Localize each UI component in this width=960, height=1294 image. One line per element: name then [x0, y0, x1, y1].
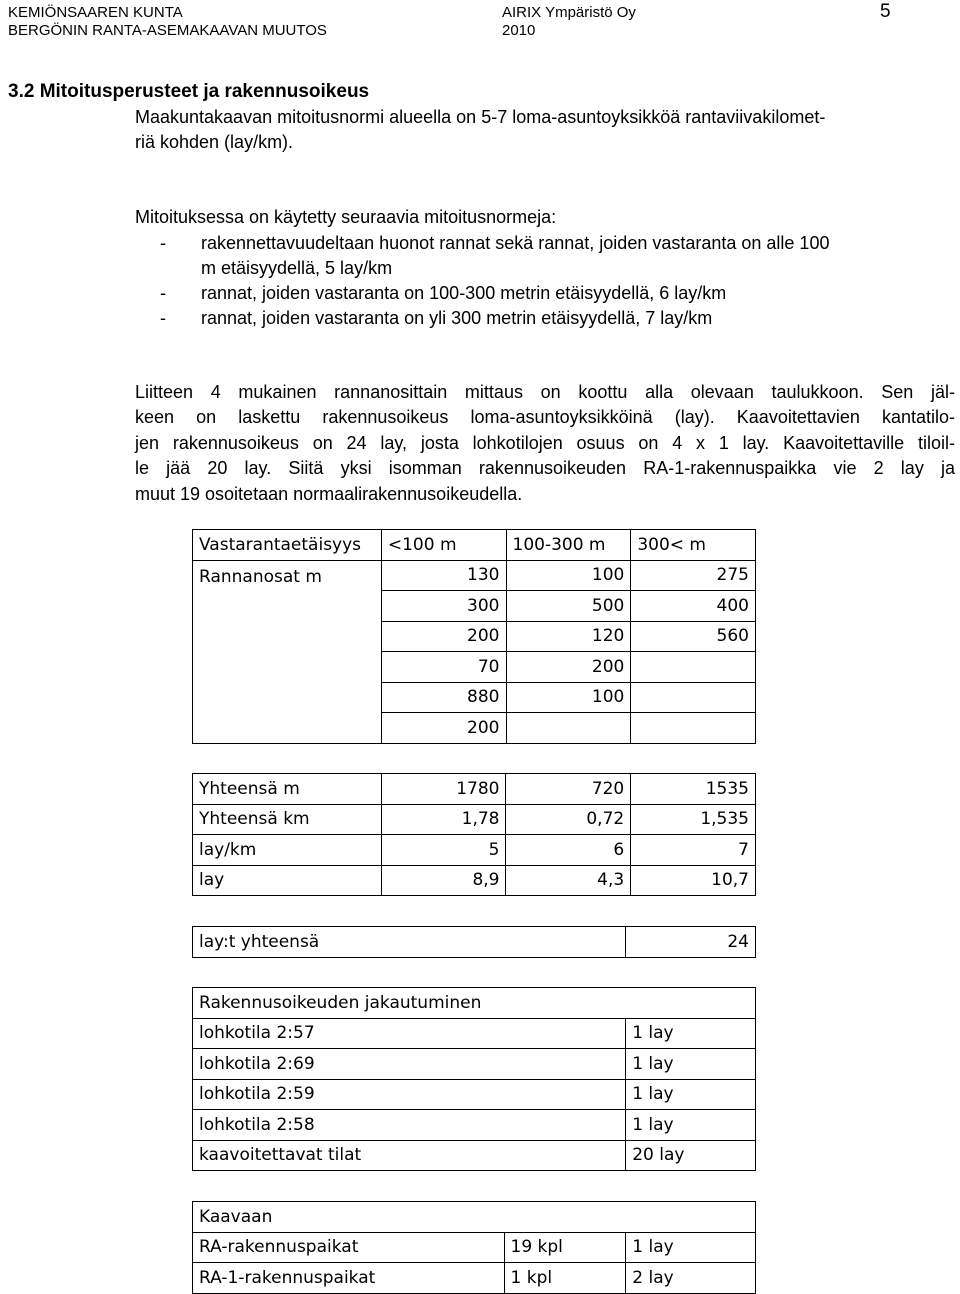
section-title: 3.2 Mitoitusperusteet ja rakennusoikeus: [8, 81, 370, 102]
table-cell: 560: [631, 621, 756, 652]
table-cell: 1 lay: [626, 1110, 756, 1141]
row-label: lay: [193, 865, 382, 896]
paragraph-line: Liitteen 4 mukainen rannanosittain mittaus on koottu alla olevaan taulukkoon. Sen jäl-: [135, 382, 955, 402]
table-row: [193, 1263, 756, 1294]
table-cell: 300: [381, 591, 506, 622]
table-row: [193, 560, 756, 591]
norm-item-2: rannat, joiden vastaranta on 100-300 metrin etäisyydellä, 6 lay/km: [201, 283, 727, 303]
table-cell: 20 lay: [626, 1140, 756, 1171]
norm-item-1-line-2: m etäisyydellä, 5 lay/km: [201, 258, 393, 278]
paragraph-line: muut 19 osoitetaan normaalirakennusoikeudella.: [135, 483, 523, 504]
table-cell: 500: [506, 591, 631, 622]
table-cell: 7: [631, 835, 756, 866]
row-label: Rannanosat m: [193, 560, 382, 743]
paragraph-line: le jää 20 lay. Siitä yksi isomman rakennusoikeuden RA-1-rakennuspaikka vie 2 lay ja: [135, 458, 955, 479]
table-cell: 130: [381, 560, 506, 591]
table-header-cell: 100-300 m: [506, 530, 631, 561]
table-cell: 1,535: [631, 804, 756, 835]
table-row: [193, 1079, 756, 1110]
table-cell: 70: [381, 652, 506, 683]
paragraph-line: jen rakennusoikeus on 24 lay, josta lohkotilojen osuus on 4 x 1 lay. Kaavoitettaville tiloil-: [135, 432, 955, 453]
header-year: 2010: [502, 22, 536, 39]
header-company: AIRIX Ympäristö Oy: [502, 4, 636, 21]
row-label: lay/km: [193, 835, 382, 866]
row-label: kaavoitettavat tilat: [193, 1140, 626, 1171]
table-row: [193, 1049, 756, 1080]
row-label: lohkotila 2:69: [193, 1049, 626, 1080]
table-row: [193, 774, 756, 805]
row-label: RA-rakennuspaikat: [193, 1232, 505, 1263]
norm-dash-1: -: [160, 233, 166, 253]
explanation-paragraph: [135, 380, 955, 507]
paragraph-line: keen on laskettu rakennusoikeus loma-asuntoyksikköinä (lay). Kaavoitettavien kantatilo-: [135, 407, 955, 428]
table-cell: 400: [631, 591, 756, 622]
table-header-cell: <100 m: [381, 530, 506, 561]
table-row: [193, 804, 756, 835]
table-row: [193, 1232, 756, 1263]
table-cell: 275: [631, 560, 756, 591]
table-row: [193, 835, 756, 866]
table-cell: 6: [506, 835, 631, 866]
totals-table: [192, 773, 756, 896]
table-cell: [631, 652, 756, 683]
table-title: Rakennusoikeuden jakautuminen: [193, 988, 756, 1019]
norm-dash-3: -: [160, 308, 166, 328]
table-cell: 0,72: [506, 804, 631, 835]
distribution-table: [192, 987, 756, 1171]
distance-table: [192, 529, 756, 744]
row-label: lohkotila 2:59: [193, 1079, 626, 1110]
table-cell: 1 kpl: [504, 1263, 626, 1294]
table-cell: [631, 713, 756, 744]
table-cell: 200: [381, 713, 506, 744]
table-cell: 2 lay: [626, 1263, 756, 1294]
table-cell: 8,9: [381, 865, 506, 896]
norm-item-3: rannat, joiden vastaranta on yli 300 metrin etäisyydellä, 7 lay/km: [201, 308, 713, 328]
table-row: [193, 1110, 756, 1141]
plan-table: [192, 1201, 756, 1294]
table-cell: 100: [506, 682, 631, 713]
table-cell: 880: [381, 682, 506, 713]
page-number: 5: [880, 1, 891, 22]
table-cell: [631, 682, 756, 713]
sum-table: [192, 926, 756, 958]
table-cell: 4,3: [506, 865, 631, 896]
table-cell: 200: [381, 621, 506, 652]
table-header-row: [193, 1202, 756, 1233]
norms-lead: Mitoituksessa on käytetty seuraavia mitoitusnormeja:: [135, 207, 557, 227]
table-cell: 1,78: [381, 804, 506, 835]
table-cell: 1 lay: [626, 1049, 756, 1080]
table-header-row: [193, 988, 756, 1019]
row-label: lohkotila 2:57: [193, 1018, 626, 1049]
table-row: [193, 927, 756, 958]
row-label: RA-1-rakennuspaikat: [193, 1263, 505, 1294]
table-cell: 5: [381, 835, 506, 866]
row-label: Yhteensä m: [193, 774, 382, 805]
table-cell: 100: [506, 560, 631, 591]
table-cell: 1 lay: [626, 1018, 756, 1049]
table-cell: [506, 713, 631, 744]
intro-line-1: Maakuntakaavan mitoitusnormi alueella on 5-7 loma-asuntoyksikköä rantaviivakilomet-: [135, 107, 826, 127]
norm-item-1-line-1: rakennettavuudeltaan huonot rannat sekä rannat, joiden vastaranta on alle 100: [201, 233, 830, 253]
table-cell: 1 lay: [626, 1079, 756, 1110]
table-row: [193, 1018, 756, 1049]
table-row: [193, 1140, 756, 1171]
row-label: Yhteensä km: [193, 804, 382, 835]
row-label: lay:t yhteensä: [193, 927, 626, 958]
row-label: lohkotila 2:58: [193, 1110, 626, 1141]
norm-dash-2: -: [160, 283, 166, 303]
header-org: KEMIÖNSAAREN KUNTA: [8, 4, 183, 21]
table-cell: 1780: [381, 774, 506, 805]
table-cell: 120: [506, 621, 631, 652]
table-cell: 24: [626, 927, 756, 958]
table-cell: 1 lay: [626, 1232, 756, 1263]
table-cell: 10,7: [631, 865, 756, 896]
table-title: Kaavaan: [193, 1202, 756, 1233]
table-cell: 1535: [631, 774, 756, 805]
table-row: [193, 865, 756, 896]
table-header-cell: 300< m: [631, 530, 756, 561]
header-plan-name: BERGÖNIN RANTA-ASEMAKAAVAN MUUTOS: [8, 22, 327, 39]
intro-line-2: riä kohden (lay/km).: [135, 132, 294, 152]
table-cell: 19 kpl: [504, 1232, 626, 1263]
table-header-row: [193, 530, 756, 561]
table-cell: 720: [506, 774, 631, 805]
table-header-cell: Vastarantaetäisyys: [193, 530, 382, 561]
table-cell: 200: [506, 652, 631, 683]
